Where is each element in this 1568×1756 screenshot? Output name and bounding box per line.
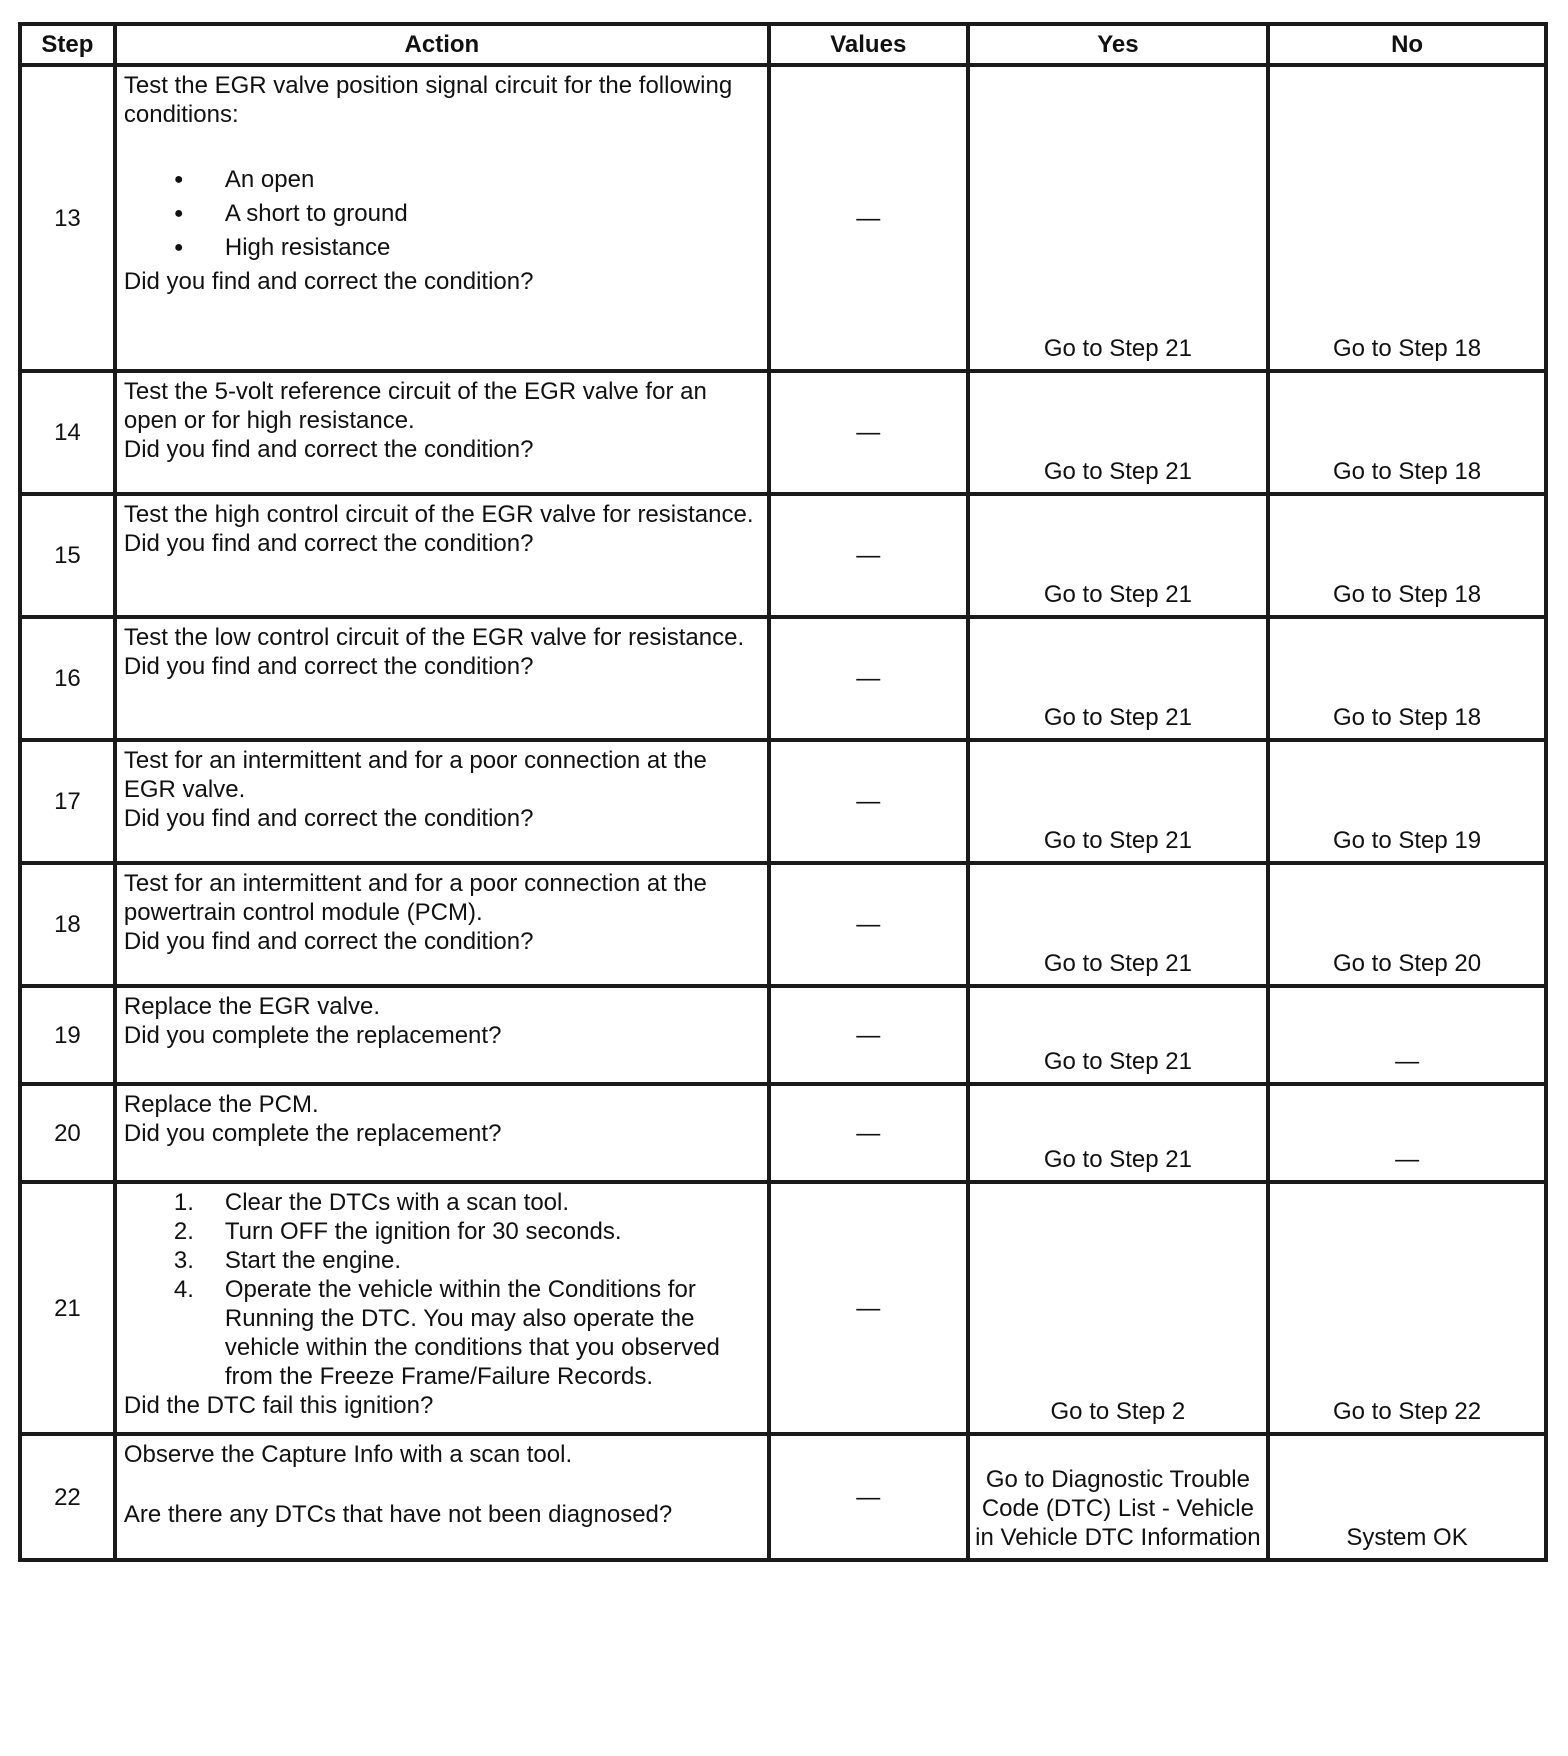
yes-cell: Go to Step 2 (968, 1182, 1268, 1434)
list-text: Start the engine. (224, 1247, 401, 1274)
table-row (20, 1434, 1546, 1560)
step-number: 15 (20, 494, 115, 617)
values-cell: — (769, 740, 968, 863)
values-cell: — (769, 617, 968, 740)
step-number: 20 (20, 1084, 115, 1182)
step-number: 22 (20, 1434, 115, 1560)
action-text: Test for an intermittent and for a poor connection at the EGR valve. (123, 747, 707, 803)
table-row (20, 1182, 1546, 1434)
table-row (20, 863, 1546, 986)
yes-cell: Go to Step 21 (968, 65, 1268, 371)
action-question: Did the DTC fail this ignition? (123, 1392, 434, 1419)
header-values: Values (769, 24, 968, 65)
action-text: Test the EGR valve position signal circuit for the following conditions: (123, 72, 733, 128)
action-question: Did you find and correct the condition? (123, 928, 534, 955)
procedure-list (124, 1188, 759, 1391)
list-number: 3. (173, 1247, 194, 1274)
list-text: Operate the vehicle within the Conditions for Running the DTC. You may also operate the vehicle within the conditions that you observed from the Freeze Frame/Failure Records. (224, 1276, 720, 1390)
action-question: Did you find and correct the condition? (123, 530, 534, 557)
list-number: 1. (173, 1189, 194, 1216)
table-row (20, 617, 1546, 740)
action-question: Did you find and correct the condition? (123, 805, 534, 832)
action-cell (115, 986, 769, 1084)
no-cell: Go to Step 22 (1268, 1182, 1546, 1434)
list-item (124, 1217, 759, 1246)
list-number: 4. (173, 1276, 194, 1303)
step-number: 16 (20, 617, 115, 740)
no-cell: Go to Step 20 (1268, 863, 1546, 986)
no-cell: Go to Step 18 (1268, 617, 1546, 740)
yes-cell: Go to Step 21 (968, 1084, 1268, 1182)
action-cell (115, 1182, 769, 1434)
action-text: Observe the Capture Info with a scan tool. (123, 1441, 573, 1468)
action-cell (115, 1434, 769, 1560)
yes-cell: Go to Step 21 (968, 617, 1268, 740)
list-item (124, 1188, 759, 1217)
action-cell (115, 65, 769, 371)
step-number: 14 (20, 371, 115, 494)
no-cell: — (1268, 986, 1546, 1084)
list-item (124, 1246, 759, 1275)
action-cell (115, 740, 769, 863)
no-cell: Go to Step 18 (1268, 65, 1546, 371)
header-step: Step (20, 24, 115, 65)
action-cell (115, 1084, 769, 1182)
action-cell (115, 494, 769, 617)
action-question: Did you find and correct the condition? (123, 268, 534, 295)
yes-cell: Go to Step 21 (968, 863, 1268, 986)
values-cell: — (769, 1434, 968, 1560)
header-row (20, 24, 1546, 65)
table-row (20, 740, 1546, 863)
values-cell: — (769, 371, 968, 494)
action-cell (115, 371, 769, 494)
step-number: 18 (20, 863, 115, 986)
no-cell: System OK (1268, 1434, 1546, 1560)
header-yes: Yes (968, 24, 1268, 65)
action-text: Test the high control circuit of the EGR valve for resistance. (123, 501, 754, 528)
no-cell: — (1268, 1084, 1546, 1182)
no-cell: Go to Step 18 (1268, 494, 1546, 617)
values-cell: — (769, 494, 968, 617)
yes-cell: Go to Step 21 (968, 494, 1268, 617)
values-cell: — (769, 863, 968, 986)
step-number: 21 (20, 1182, 115, 1434)
list-number: 2. (173, 1218, 194, 1245)
action-text: Test for an intermittent and for a poor connection at the powertrain control module (PCM). (123, 870, 707, 926)
step-number: 17 (20, 740, 115, 863)
step-number: 13 (20, 65, 115, 371)
values-cell: — (769, 1084, 968, 1182)
action-question: Did you complete the replacement? (123, 1120, 502, 1147)
yes-cell: Go to Step 21 (968, 740, 1268, 863)
yes-cell: Go to Step 21 (968, 371, 1268, 494)
yes-cell: Go to Diagnostic Trouble Code (DTC) List - Vehicle in Vehicle DTC Information (968, 1434, 1268, 1560)
header-no: No (1268, 24, 1546, 65)
header-action: Action (115, 24, 769, 65)
condition-list (124, 165, 759, 262)
action-text: Replace the EGR valve. (123, 993, 380, 1020)
values-cell: — (769, 1182, 968, 1434)
list-item: ● High resistance (124, 233, 759, 262)
action-question: Are there any DTCs that have not been diagnosed? (123, 1501, 673, 1528)
list-text: Turn OFF the ignition for 30 seconds. (224, 1218, 622, 1245)
list-text: Clear the DTCs with a scan tool. (224, 1189, 570, 1216)
list-item: ● An open (124, 165, 759, 194)
no-cell: Go to Step 19 (1268, 740, 1546, 863)
action-cell (115, 863, 769, 986)
table-row (20, 371, 1546, 494)
action-question: Did you find and correct the condition? (123, 436, 534, 463)
list-item: ● A short to ground (124, 199, 759, 228)
action-text: Replace the PCM. (123, 1091, 319, 1118)
table-row (20, 1084, 1546, 1182)
list-item (124, 1275, 759, 1391)
no-cell: Go to Step 18 (1268, 371, 1546, 494)
yes-cell: Go to Step 21 (968, 986, 1268, 1084)
values-cell: — (769, 65, 968, 371)
step-number: 19 (20, 986, 115, 1084)
action-text: Test the 5-volt reference circuit of the EGR valve for an open or for high resistance. (123, 378, 707, 434)
action-question: Did you complete the replacement? (123, 1022, 502, 1049)
table-row (20, 986, 1546, 1084)
table-row (20, 65, 1546, 371)
action-text: Test the low control circuit of the EGR valve for resistance. (123, 624, 745, 651)
action-question: Did you find and correct the condition? (123, 653, 534, 680)
diagnostic-table (18, 22, 1548, 1562)
values-cell: — (769, 986, 968, 1084)
action-cell (115, 617, 769, 740)
table-row (20, 494, 1546, 617)
